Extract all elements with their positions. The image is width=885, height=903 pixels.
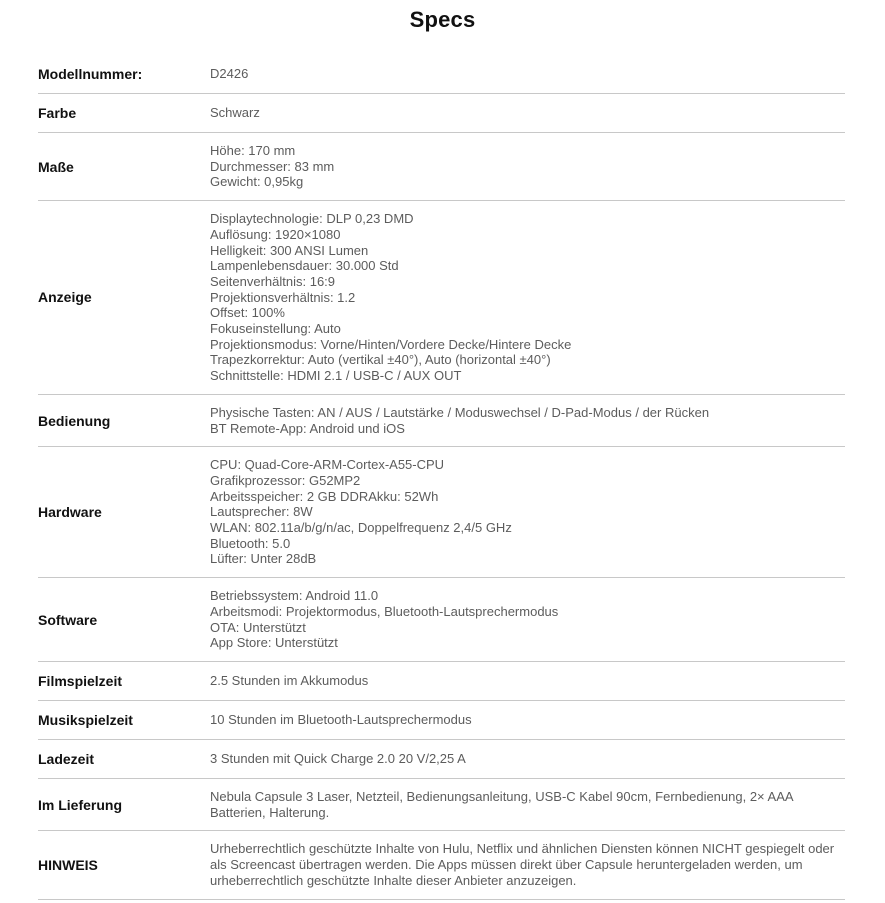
- spec-value-line: Arbeitsmodi: Projektormodus, Bluetooth-Lautsprechermodus: [210, 603, 559, 619]
- spec-value: [210, 143, 845, 190]
- spec-label: Farbe: [38, 105, 77, 121]
- spec-row: [38, 447, 845, 578]
- spec-value-line: Auflösung: 1920×1080: [210, 226, 341, 242]
- spec-value-line: D2426: [210, 66, 249, 82]
- spec-value-line: CPU: Quad-Core-ARM-Cortex-A55-CPU: [210, 457, 445, 473]
- spec-table: [38, 55, 845, 900]
- spec-value-line: Displaytechnologie: DLP 0,23 DMD: [210, 211, 414, 227]
- spec-value-line: Schnittstelle: HDMI 2.1 / USB-C / AUX OUT: [210, 368, 462, 384]
- spec-value-line: Höhe: 170 mm: [210, 143, 296, 158]
- spec-value-line: Projektionsverhältnis: 1.2: [210, 289, 356, 305]
- spec-value-line: Lautsprecher: 8W: [210, 504, 313, 520]
- spec-value: [210, 751, 845, 767]
- spec-row: [38, 94, 845, 133]
- spec-value-line: Trapezkorrektur: Auto (vertikal ±40°), Auto (horizontal ±40°): [210, 352, 551, 368]
- spec-value: [210, 712, 845, 728]
- spec-value: [210, 588, 845, 651]
- spec-row: [38, 779, 845, 831]
- spec-value-line: Physische Tasten: AN / AUS / Lautstärke / Moduswechsel / D-Pad-Modus / der Rücken: [210, 404, 710, 420]
- spec-value-line: Nebula Capsule 3 Laser, Netzteil, Bedienungsanleitung, USB-C Kabel 90cm, Fernbedienung, 2× AAA Batterien, Halterung.: [210, 788, 793, 820]
- spec-row: [38, 831, 845, 899]
- spec-value-line: Urheberrechtlich geschützte Inhalte von Hulu, Netflix und ähnlichen Diensten können NICHT gespiegelt oder als Screencast übertragen werden. Die Apps müssen direkt über Capsule heruntergeladen werden, um urheberrechtlich geschützte Inhalte dieser Anbieter anzuzeigen.: [210, 841, 835, 888]
- spec-label: Software: [38, 611, 98, 628]
- spec-row: [38, 578, 845, 662]
- spec-label: Musikspielzeit: [38, 711, 133, 728]
- spec-value: [210, 789, 845, 820]
- spec-value-line: Gewicht: 0,95kg: [210, 174, 304, 190]
- spec-row: [38, 55, 845, 94]
- spec-value-line: 10 Stunden im Bluetooth-Lautsprechermodus: [210, 712, 472, 728]
- spec-value: [210, 211, 845, 384]
- spec-value-line: BT Remote-App: Android und iOS: [210, 420, 405, 436]
- spec-value-line: Helligkeit: 300 ANSI Lumen: [210, 242, 369, 258]
- spec-value-line: Offset: 100%: [210, 305, 285, 321]
- spec-label: Ladezeit: [38, 750, 95, 767]
- spec-label: Modellnummer:: [38, 66, 143, 82]
- spec-value: [210, 66, 845, 82]
- spec-value-line: Betriebssystem: Android 11.0: [210, 588, 379, 604]
- spec-value-line: OTA: Unterstützt: [210, 619, 306, 635]
- spec-value-line: Durchmesser: 83 mm: [210, 158, 335, 174]
- spec-row: [38, 701, 845, 740]
- spec-value-line: Lüfter: Unter 28dB: [210, 551, 317, 567]
- spec-value-line: Bluetooth: 5.0: [210, 535, 291, 551]
- spec-label: Anzeige: [38, 289, 92, 306]
- spec-value-line: 2.5 Stunden im Akkumodus: [210, 673, 369, 689]
- spec-row: [38, 662, 845, 701]
- spec-value: [210, 673, 845, 689]
- page-title: Specs: [409, 7, 476, 32]
- spec-value-line: 3 Stunden mit Quick Charge 2.0 20 V/2,25 A: [210, 751, 466, 767]
- spec-value-line: WLAN: 802.11a/b/g/n/ac, Doppelfrequenz 2,4/5 GHz: [210, 520, 512, 536]
- spec-row: [38, 395, 845, 447]
- spec-value-line: Grafikprozessor: G52MP2: [210, 472, 361, 488]
- spec-value-line: Lampenlebensdauer: 30.000 Std: [210, 258, 399, 274]
- spec-label: HINWEIS: [38, 856, 98, 873]
- spec-row: [38, 201, 845, 395]
- spec-value-line: App Store: Unterstützt: [210, 635, 338, 651]
- spec-value-line: Schwarz: [210, 105, 260, 121]
- spec-label: Maße: [38, 158, 74, 175]
- spec-value-line: Seitenverhältnis: 16:9: [210, 273, 336, 289]
- spec-row: [38, 133, 845, 201]
- spec-value: [210, 405, 845, 436]
- spec-value: [210, 841, 845, 888]
- spec-value-line: Arbeitsspeicher: 2 GB DDRAkku: 52Wh: [210, 488, 439, 504]
- spec-label: Im Lieferung: [38, 796, 123, 813]
- spec-label: Bedienung: [38, 412, 111, 429]
- spec-label: Hardware: [38, 504, 102, 521]
- spec-value: [210, 105, 845, 121]
- spec-value-line: Fokuseinstellung: Auto: [210, 321, 341, 337]
- spec-value-line: Projektionsmodus: Vorne/Hinten/Vordere Decke/Hintere Decke: [210, 336, 572, 352]
- spec-row: [38, 740, 845, 779]
- spec-label: Filmspielzeit: [38, 672, 123, 689]
- spec-value: [210, 457, 845, 567]
